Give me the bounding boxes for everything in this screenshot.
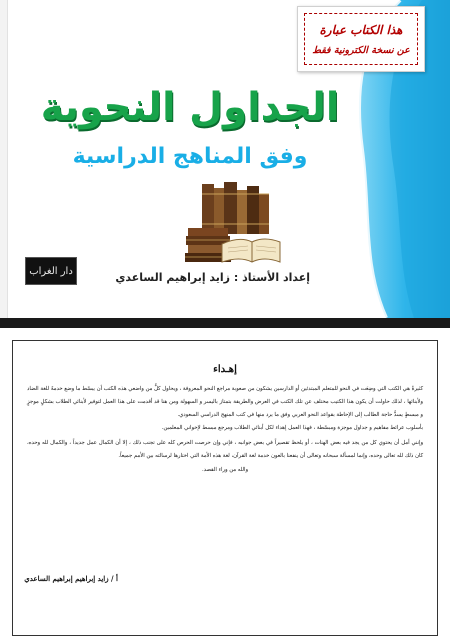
- book-subtitle: وفق المناهج الدراسية: [72, 144, 308, 169]
- cover-author-line: إعداد الأستاذ : زايد إبراهيم الساعدي: [115, 271, 310, 284]
- stamp-border: [304, 13, 418, 65]
- book-cover: [0, 0, 450, 318]
- publisher-logo: [25, 257, 77, 285]
- dedication-paragraph: وإنني أمل أن يحتوي كل من يجد فيه بعض الهنات ، أو يلحظ تقصيراً في بعض جوانبه ، فإني وإن حرصت الحرص كله على تجنب ذلك ، إلا أن الكمال عمل جديداً ، والكمال لله وحده، كان ذلك لله تعالى وحده، وإنما لمسألة سبحانه وتعالى أن ينفعنا بالعون خدمة لغة القرآن، لغة هذه الأمة التي اختارها لرسالته بين الأمم جميعاً.: [27, 440, 423, 459]
- cover-page-edge: [0, 0, 8, 318]
- dedication-paragraph: كثيرةٌ هي الكتب التي وضِعَت في النحو للمتعلم المبتدئين أو الدارسين يشكون من صعوبة مراجع النحو المعروفة ، ويحاول كلٌّ من واضعي هذه الكتب أن يبسّط ما وضع خدمةً للغة الضاد ولأبنائها ، لذلك حاولت أن يكون هذا الكتيب مختلف عن تلك الكتب في العرض والطريقة بتمتاز باليسر و السهولة ومن هنا قد أقدمت على هذا العمل لتوفير لأبنائي الطلاب بشكلٍ موجزٍ و مبسطٍ يسدُّ حاجة الطالب إلى الإحاطة بقواعد النحو العربي وفق ما يرد منها في كتب المنهج الدراسي السعودي.: [27, 386, 423, 418]
- dedication-title: إهـداء: [213, 364, 237, 375]
- book-title: الجداول النحوية: [40, 85, 340, 130]
- dedication-author: أ / زايد إبراهيم إبراهيم الساعدي: [24, 574, 118, 583]
- dedication-page: [0, 328, 450, 643]
- page-divider: [0, 318, 450, 328]
- dedication-paragraph: بأسلوب عرائط مفاهيم و جداول موجزة ومبسّطة ، فهذا العمل إهداء لكل أبنائي الطلاب ومرجع مبسط لإخواني المعلمين.: [161, 425, 423, 431]
- stamp-line-1: هذا الكتاب عبارة: [319, 22, 403, 37]
- stamp-line-2: عن نسخة الكترونية فقط: [312, 44, 410, 56]
- electronic-copy-stamp: [297, 6, 425, 72]
- dedication-body: [27, 383, 423, 477]
- old-books-illustration-icon: [182, 178, 282, 266]
- publisher-logo-text: دار الغراب: [29, 265, 73, 277]
- dedication-closing: والله من وراء القصد.: [201, 467, 249, 473]
